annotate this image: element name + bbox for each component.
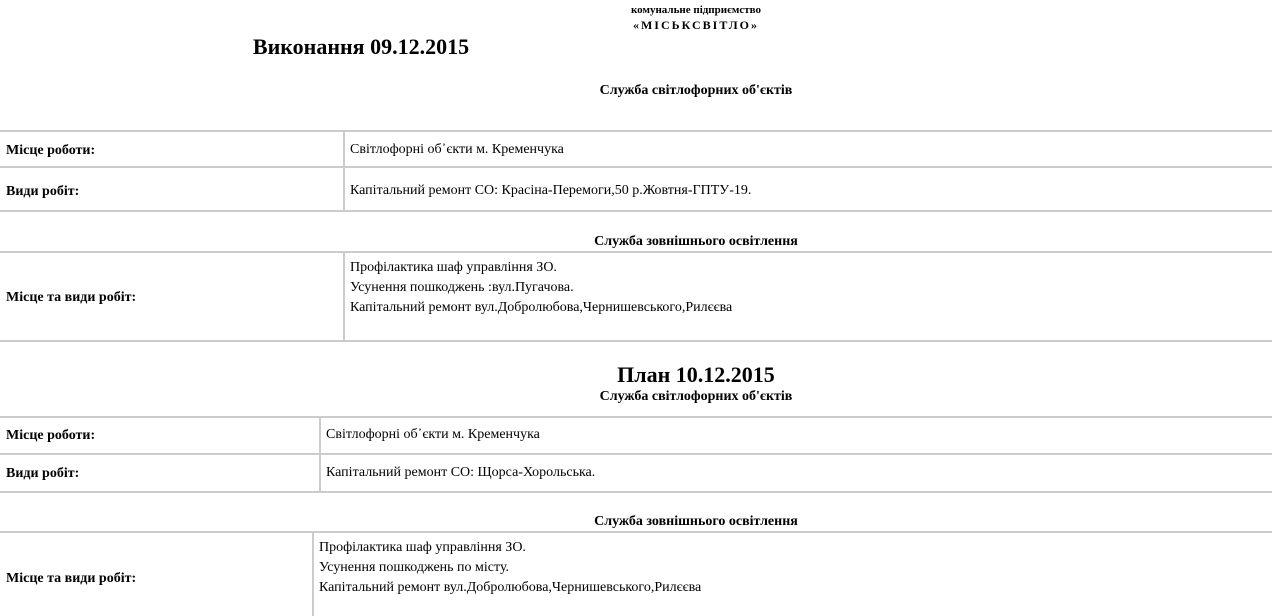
table-divider bbox=[0, 130, 1272, 132]
execution-title: Виконання 09.12.2015 bbox=[252, 34, 470, 59]
plan-traffic-heading: Служба світлофорних об'єктів bbox=[599, 389, 793, 404]
row-value-lines bbox=[350, 258, 732, 318]
column-divider bbox=[312, 531, 314, 616]
execution-lighting-heading: Служба зовнішнього освітлення bbox=[594, 234, 798, 249]
work-line: Профілактика шаф управління ЗО. bbox=[319, 540, 526, 555]
row-label: Види робіт: bbox=[6, 466, 80, 481]
table-divider bbox=[0, 340, 1272, 342]
row-label: Місце роботи: bbox=[6, 143, 96, 158]
column-divider bbox=[319, 416, 321, 493]
org-name: «МІСЬКСВІТЛО» bbox=[632, 18, 760, 32]
table-divider bbox=[0, 531, 1272, 533]
work-line: Капітальний ремонт вул.Добролюбова,Чернишевського,Рилєєва bbox=[319, 580, 702, 595]
row-label: Місце та види робіт: bbox=[6, 290, 137, 305]
row-value: Капітальний ремонт СО: Красіна-Перемоги,50 р.Жовтня-ГПТУ-19. bbox=[350, 183, 752, 198]
work-line: Усунення пошкоджень :вул.Пугачова. bbox=[350, 280, 574, 295]
row-value: Світлофорні об᾽єкти м. Кременчука bbox=[350, 142, 564, 157]
row-label: Види робіт: bbox=[6, 184, 80, 199]
plan-lighting-heading: Служба зовнішнього освітлення bbox=[594, 514, 798, 529]
work-line: Профілактика шаф управління ЗО. bbox=[350, 260, 557, 275]
row-label: Місце роботи: bbox=[6, 428, 96, 443]
org-type: комунальне підприємство bbox=[630, 4, 762, 16]
table-divider bbox=[0, 166, 1272, 168]
row-label: Місце та види робіт: bbox=[6, 571, 137, 586]
column-divider bbox=[343, 251, 345, 342]
row-value-lines bbox=[319, 538, 701, 598]
work-line: Усунення пошкоджень по місту. bbox=[319, 560, 510, 575]
table-divider bbox=[0, 453, 1272, 455]
execution-traffic-heading: Служба світлофорних об'єктів bbox=[599, 83, 793, 98]
table-divider bbox=[0, 251, 1272, 253]
table-divider bbox=[0, 210, 1272, 212]
row-value: Капітальний ремонт СО: Щорса-Хорольська. bbox=[326, 465, 596, 480]
table-divider bbox=[0, 491, 1272, 493]
plan-title: План 10.12.2015 bbox=[617, 362, 775, 387]
row-value: Світлофорні об᾽єкти м. Кременчука bbox=[326, 427, 540, 442]
work-line: Капітальний ремонт вул.Добролюбова,Чернишевського,Рилєєва bbox=[350, 300, 733, 315]
column-divider bbox=[343, 130, 345, 212]
table-divider bbox=[0, 416, 1272, 418]
